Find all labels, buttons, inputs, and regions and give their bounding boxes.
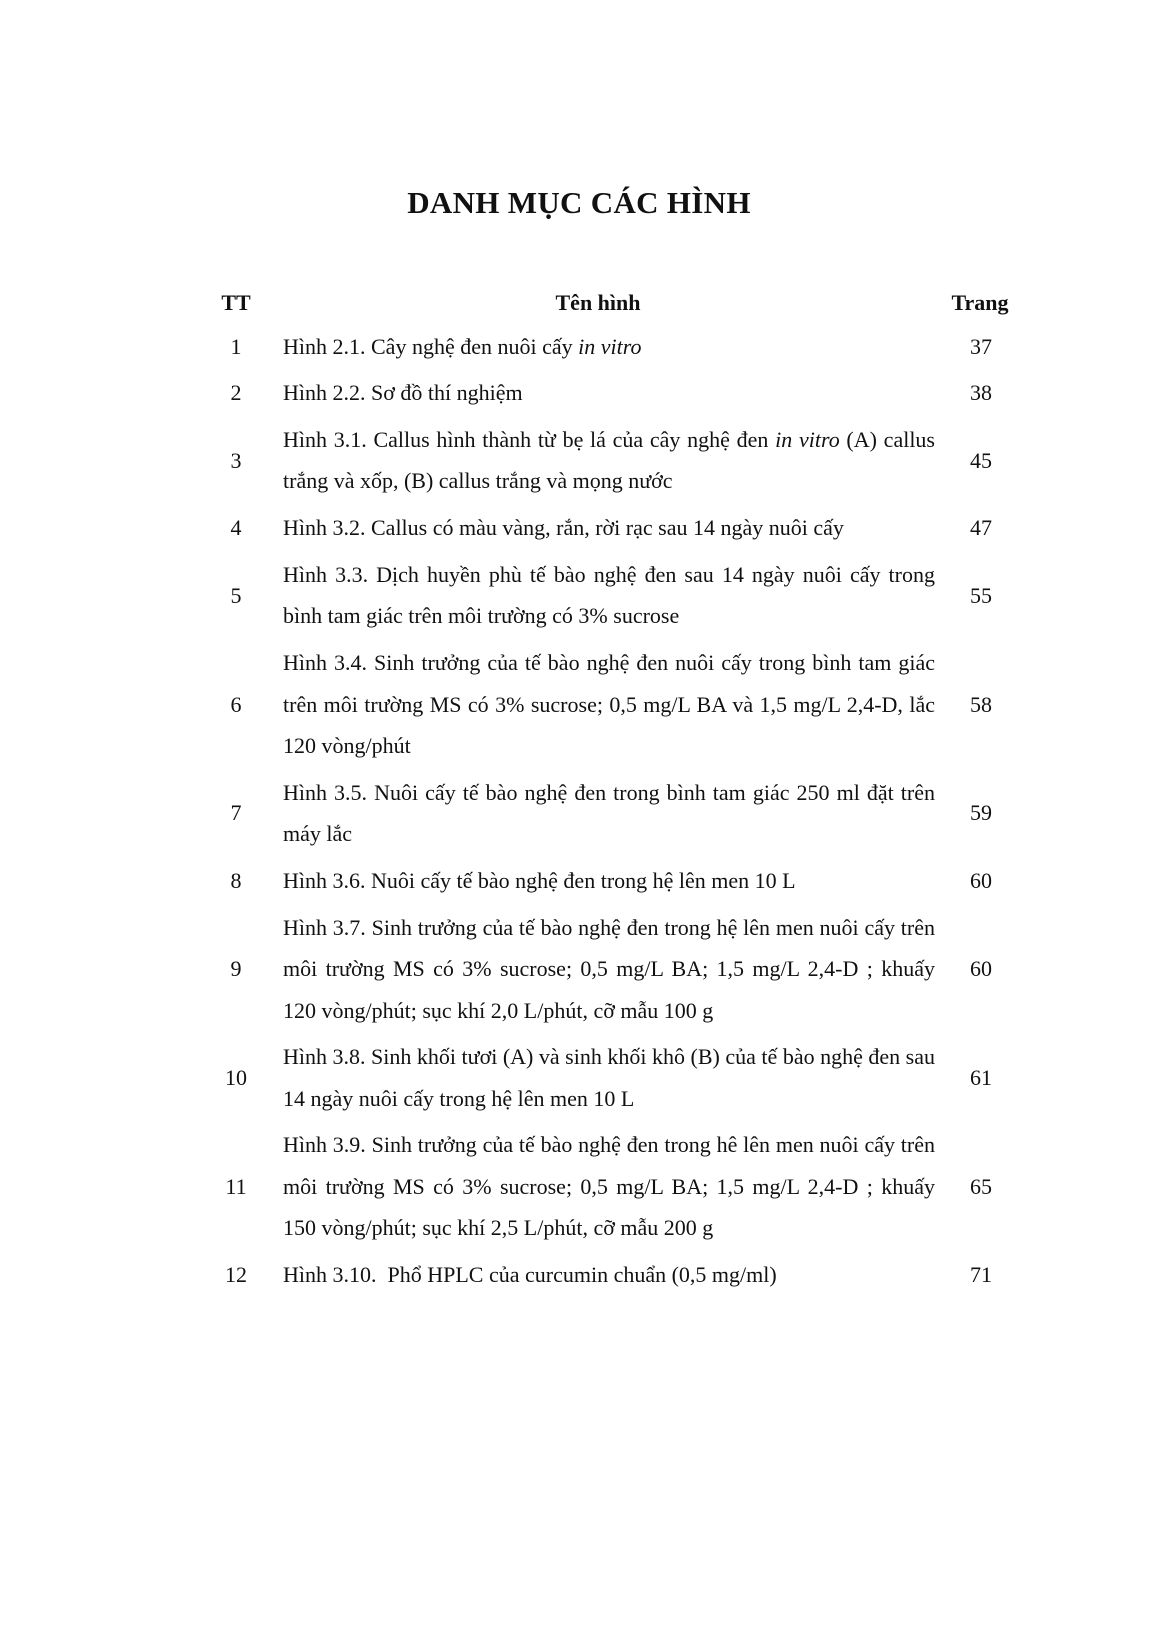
table-row	[200, 323, 1020, 370]
table-row	[200, 551, 1020, 639]
header-number: TT	[221, 290, 251, 315]
page-number: 38	[970, 380, 992, 406]
row-number: 8	[230, 867, 242, 893]
page-number: 47	[970, 515, 992, 541]
row-number: 6	[230, 691, 242, 717]
table-header-row	[200, 283, 1020, 323]
row-number: 2	[230, 380, 242, 406]
page-number: 45	[970, 447, 992, 473]
row-number: 5	[230, 582, 242, 608]
header-page: Trang	[951, 290, 1009, 315]
row-number: 12	[225, 1262, 247, 1288]
italic-term: in vitro	[578, 333, 642, 359]
figure-name: Hình 3.8. Sinh khối tươi (A) và sinh khối khô (B) của tế bào nghệ đen sau 14 ngày nuôi cấy trong hệ lên men 10 L	[283, 1044, 935, 1111]
page-number: 71	[970, 1262, 992, 1288]
page-number: 60	[970, 867, 992, 893]
figure-name: Hình 3.6. Nuôi cấy tế bào nghệ đen trong hệ lên men 10 L	[283, 867, 796, 893]
page-number: 65	[970, 1173, 992, 1199]
page-number: 60	[970, 956, 992, 982]
page-number: 55	[970, 582, 992, 608]
italic-term: in vitro	[775, 426, 840, 452]
row-number: 4	[230, 515, 242, 541]
table-row	[200, 904, 1020, 1034]
header-figure-name: Tên hình	[555, 290, 641, 315]
figure-name: Hình 3.10. Phổ HPLC của curcumin chuẩn (0,5 mg/ml)	[283, 1262, 777, 1288]
figure-name: Hình 2.1. Cây nghệ đen nuôi cấy in vitro	[283, 333, 642, 359]
row-number: 3	[230, 447, 242, 473]
page-number: 37	[970, 333, 992, 359]
table-row	[200, 505, 1020, 552]
figure-name: Hình 2.2. Sơ đồ thí nghiệm	[283, 380, 523, 406]
table-row	[200, 639, 1020, 769]
figure-name: Hình 3.3. Dịch huyền phù tế bào nghệ đen sau 14 ngày nuôi cấy trong bình tam giác trên môi trường có 3% sucrose	[283, 561, 935, 629]
table-row	[200, 416, 1020, 504]
table-row	[200, 769, 1020, 857]
table-row	[200, 857, 1020, 904]
figure-list-table	[200, 283, 1020, 1298]
row-number: 10	[225, 1065, 247, 1091]
figure-name: Hình 3.4. Sinh trưởng của tế bào nghệ đen nuôi cấy trong bình tam giác trên môi trường MS có 3% sucrose; 0,5 mg/L BA và 1,5 mg/L 2,4-D, lắc 120 vòng/phút	[283, 650, 935, 759]
figure-name: Hình 3.1. Callus hình thành từ bẹ lá của cây nghệ đen in vitro (A) callus trắng và xốp, (B) callus trắng và mọng nước	[283, 426, 935, 494]
page-number: 61	[970, 1065, 992, 1091]
figure-name: Hình 3.2. Callus có màu vàng, rắn, rời rạc sau 14 ngày nuôi cấy	[283, 515, 844, 541]
row-number: 11	[225, 1173, 247, 1199]
page-title: DANH MỤC CÁC HÌNH	[407, 185, 751, 220]
page-number: 59	[970, 800, 992, 826]
table-row	[200, 1034, 1020, 1122]
table-row	[200, 370, 1020, 417]
table-row	[200, 1122, 1020, 1252]
page-number: 58	[970, 691, 992, 717]
row-number: 7	[230, 800, 242, 826]
row-number: 1	[230, 333, 242, 359]
figure-name: Hình 3.9. Sinh trưởng của tế bào nghệ đen trong hê lên men nuôi cấy trên môi trường MS có 3% sucrose; 0,5 mg/L BA; 1,5 mg/L 2,4-D ; khuấy 150 vòng/phút; sục khí 2,5 L/phút, cỡ mẫu 200 g	[283, 1132, 935, 1241]
figure-name: Hình 3.7. Sinh trưởng của tế bào nghệ đen trong hệ lên men nuôi cấy trên môi trường MS có 3% sucrose; 0,5 mg/L BA; 1,5 mg/L 2,4-D ; khuấy 120 vòng/phút; sục khí 2,0 L/phút, cỡ mẫu 100 g	[283, 914, 935, 1023]
figure-name: Hình 3.5. Nuôi cấy tế bào nghệ đen trong bình tam giác 250 ml đặt trên máy lắc	[283, 779, 935, 847]
row-number: 9	[230, 956, 242, 982]
table-row	[200, 1252, 1020, 1299]
